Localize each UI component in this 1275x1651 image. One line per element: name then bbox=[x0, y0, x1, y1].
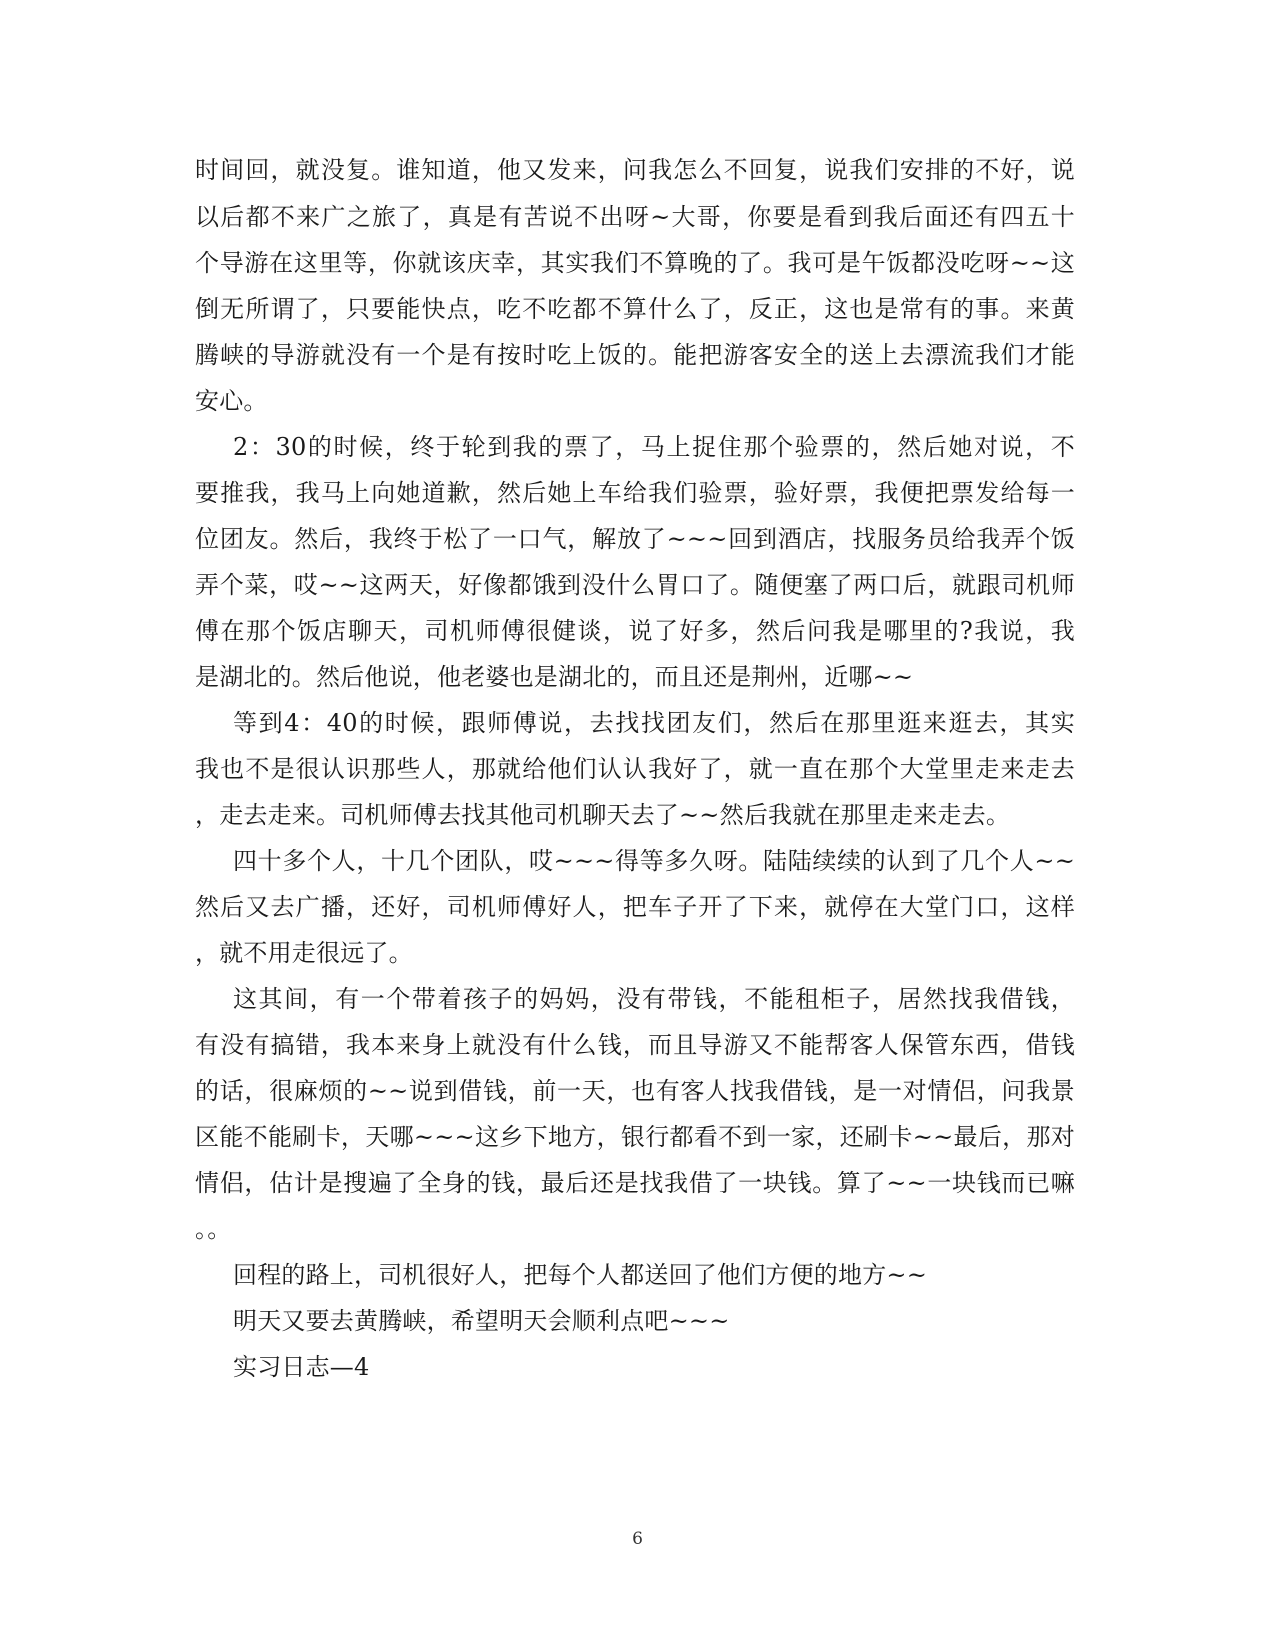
text-line: 四十多个人，十几个团队，哎~~~得等多久呀。陆陆续续的认到了几个人~~ bbox=[233, 847, 1075, 875]
text-line: 是湖北的。然后他说，他老婆也是湖北的，而且还是荆州，近哪~~ bbox=[195, 663, 914, 691]
text-line: ，就不用走很远了。 bbox=[195, 939, 413, 967]
text-line: 要推我，我马上向她道歉，然后她上车给我们验票，验好票，我便把票发给每一 bbox=[195, 479, 1075, 507]
text-line: 有没有搞错，我本来身上就没有什么钱，而且导游又不能帮客人保管东西，借钱 bbox=[195, 1031, 1075, 1059]
text-line: 2：30的时候，终于轮到我的票了，马上捉住那个验票的，然后她对说，不 bbox=[233, 433, 1075, 461]
text-line: 。。 bbox=[195, 1215, 232, 1243]
text-line: 傅在那个饭店聊天，司机师傅很健谈，说了好多，然后问我是哪里的?我说，我 bbox=[195, 617, 1075, 645]
text-line: 这其间，有一个带着孩子的妈妈，没有带钱，不能租柜子，居然找我借钱， bbox=[233, 985, 1075, 1013]
text-line: 然后又去广播，还好，司机师傅好人，把车子开了下来，就停在大堂门口，这样 bbox=[195, 893, 1075, 921]
text-line: 弄个菜，哎~~这两天，好像都饿到没什么胃口了。随便塞了两口后，就跟司机师 bbox=[195, 571, 1075, 599]
text-line: 倒无所谓了，只要能快点，吃不吃都不算什么了，反正，这也是常有的事。来黄 bbox=[195, 295, 1075, 323]
page-number: 6 bbox=[632, 1529, 643, 1549]
text-line: 区能不能刷卡，天哪~~~这乡下地方，银行都看不到一家，还刷卡~~最后，那对 bbox=[195, 1123, 1075, 1151]
text-line: 腾峡的导游就没有一个是有按时吃上饭的。能把游客安全的送上去漂流我们才能 bbox=[195, 341, 1075, 369]
text-line: 安心。 bbox=[195, 387, 268, 415]
section-heading: 实习日志—4 bbox=[233, 1353, 370, 1381]
text-line: 时间回，就没复。谁知道，他又发来，问我怎么不回复，说我们安排的不好，说 bbox=[195, 156, 1075, 184]
text-line: 情侣，估计是搜遍了全身的钱，最后还是找我借了一块钱。算了~~一块钱而已嘛 bbox=[195, 1169, 1075, 1197]
text-line: 等到4：40的时候，跟师傅说，去找找团友们，然后在那里逛来逛去，其实 bbox=[233, 709, 1075, 737]
text-line: 位团友。然后，我终于松了一口气，解放了~~~回到酒店，找服务员给我弄个饭 bbox=[195, 525, 1075, 553]
text-line: 以后都不来广之旅了，真是有苦说不出呀~大哥，你要是看到我后面还有四五十 bbox=[195, 203, 1075, 231]
text-line: 回程的路上，司机很好人，把每个人都送回了他们方便的地方~~ bbox=[233, 1261, 928, 1289]
text-line: 的话，很麻烦的~~说到借钱，前一天，也有客人找我借钱，是一对情侣，问我景 bbox=[195, 1077, 1075, 1105]
text-line: 我也不是很认识那些人，那就给他们认认我好了，就一直在那个大堂里走来走去 bbox=[195, 755, 1075, 783]
text-line: 个导游在这里等，你就该庆幸，其实我们不算晚的了。我可是午饭都没吃呀~~这 bbox=[195, 249, 1075, 277]
text-line: 明天又要去黄腾峡，希望明天会顺利点吧~~~ bbox=[233, 1307, 730, 1335]
text-line: ，走去走来。司机师傅去找其他司机聊天去了~~然后我就在那里走来走去。 bbox=[195, 801, 1011, 829]
